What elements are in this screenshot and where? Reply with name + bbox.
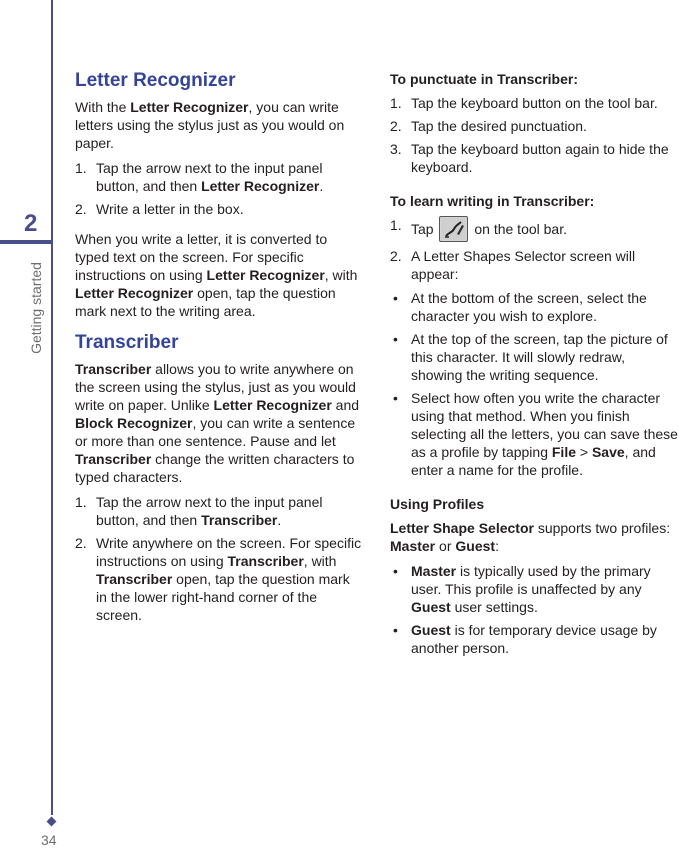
transcriber-pen-icon bbox=[439, 216, 468, 242]
profiles-intro: Letter Shape Selector supports two profiles: Master or Guest: bbox=[390, 520, 671, 554]
page-number: 34 bbox=[41, 832, 57, 848]
list-item: 1. Tap the arrow next to the input panel button, and then Transcriber. bbox=[75, 494, 323, 528]
diamond-icon bbox=[47, 817, 57, 827]
list-item: 2. Tap the desired punctuation. bbox=[390, 118, 587, 134]
letter-recognizer-steps bbox=[75, 159, 362, 218]
transcriber-intro: Transcriber allows you to write anywhere on the screen using the stylus, just as you would write on paper. Unlike Letter Recognizer and Block Recognizer, you can write a sentence or more than one sentence. Pause and let Transcriber change the written characters to typed characters. bbox=[75, 361, 360, 485]
chapter-marker bbox=[0, 240, 51, 244]
transcriber-heading: Transcriber bbox=[75, 332, 179, 353]
list-item: 1. Tap the keyboard button on the tool bar. bbox=[390, 95, 658, 111]
learn-heading: To learn writing in Transcriber: bbox=[390, 193, 595, 209]
left-column bbox=[75, 70, 362, 630]
punctuate-steps bbox=[390, 94, 679, 176]
list-item: 2. Write anywhere on the screen. For specific instructions on using Transcriber, with Transcriber open, tap the question mark in the lower right-hand corner of the screen. bbox=[75, 535, 362, 623]
list-item: • At the bottom of the screen, select the character you wish to explore. bbox=[393, 290, 647, 324]
letter-recognizer-note: When you write a letter, it is converted to typed text on the screen. For specific instructions on using Letter Recognizer, with Letter Recognizer open, tap the question mark next to the writing area. bbox=[75, 231, 358, 319]
list-item: 2. A Letter Shapes Selector screen will appear: bbox=[390, 248, 636, 282]
right-column bbox=[390, 70, 679, 663]
letter-recognizer-intro: With the Letter Recognizer, you can write letters using the stylus just as you would on paper. bbox=[75, 99, 345, 151]
learn-steps bbox=[390, 216, 679, 283]
chapter-number: 2 bbox=[24, 210, 38, 237]
list-item: 1. Tap the arrow next to the input panel button, and then Letter Recognizer. bbox=[75, 160, 324, 194]
learn-bullets bbox=[390, 289, 679, 479]
list-item: 3. Tap the keyboard button again to hide the keyboard. bbox=[390, 141, 669, 175]
punctuate-heading: To punctuate in Transcriber: bbox=[390, 71, 578, 87]
list-item: • Guest is for temporary device usage by another person. bbox=[393, 622, 657, 656]
sidebar-rule bbox=[51, 0, 53, 815]
profiles-bullets bbox=[390, 562, 679, 657]
letter-recognizer-heading: Letter Recognizer bbox=[75, 70, 236, 91]
transcriber-steps bbox=[75, 493, 362, 624]
list-item: 2. Write a letter in the box. bbox=[75, 201, 244, 217]
list-item: • Master is typically used by the primary user. This profile is unaffected by any Guest user settings. bbox=[393, 563, 651, 615]
list-item: • Select how often you write the character using that method. When you finish selecting all the letters, you can save these as a profile by tapping File > Save, and enter a name for the profile. bbox=[393, 390, 678, 478]
list-item: • At the top of the screen, tap the picture of this character. It will slowly redraw, showing the writing sequence. bbox=[393, 331, 668, 383]
profiles-heading: Using Profiles bbox=[390, 496, 485, 512]
list-item: 1. Tap on the tool bar. bbox=[390, 216, 679, 242]
